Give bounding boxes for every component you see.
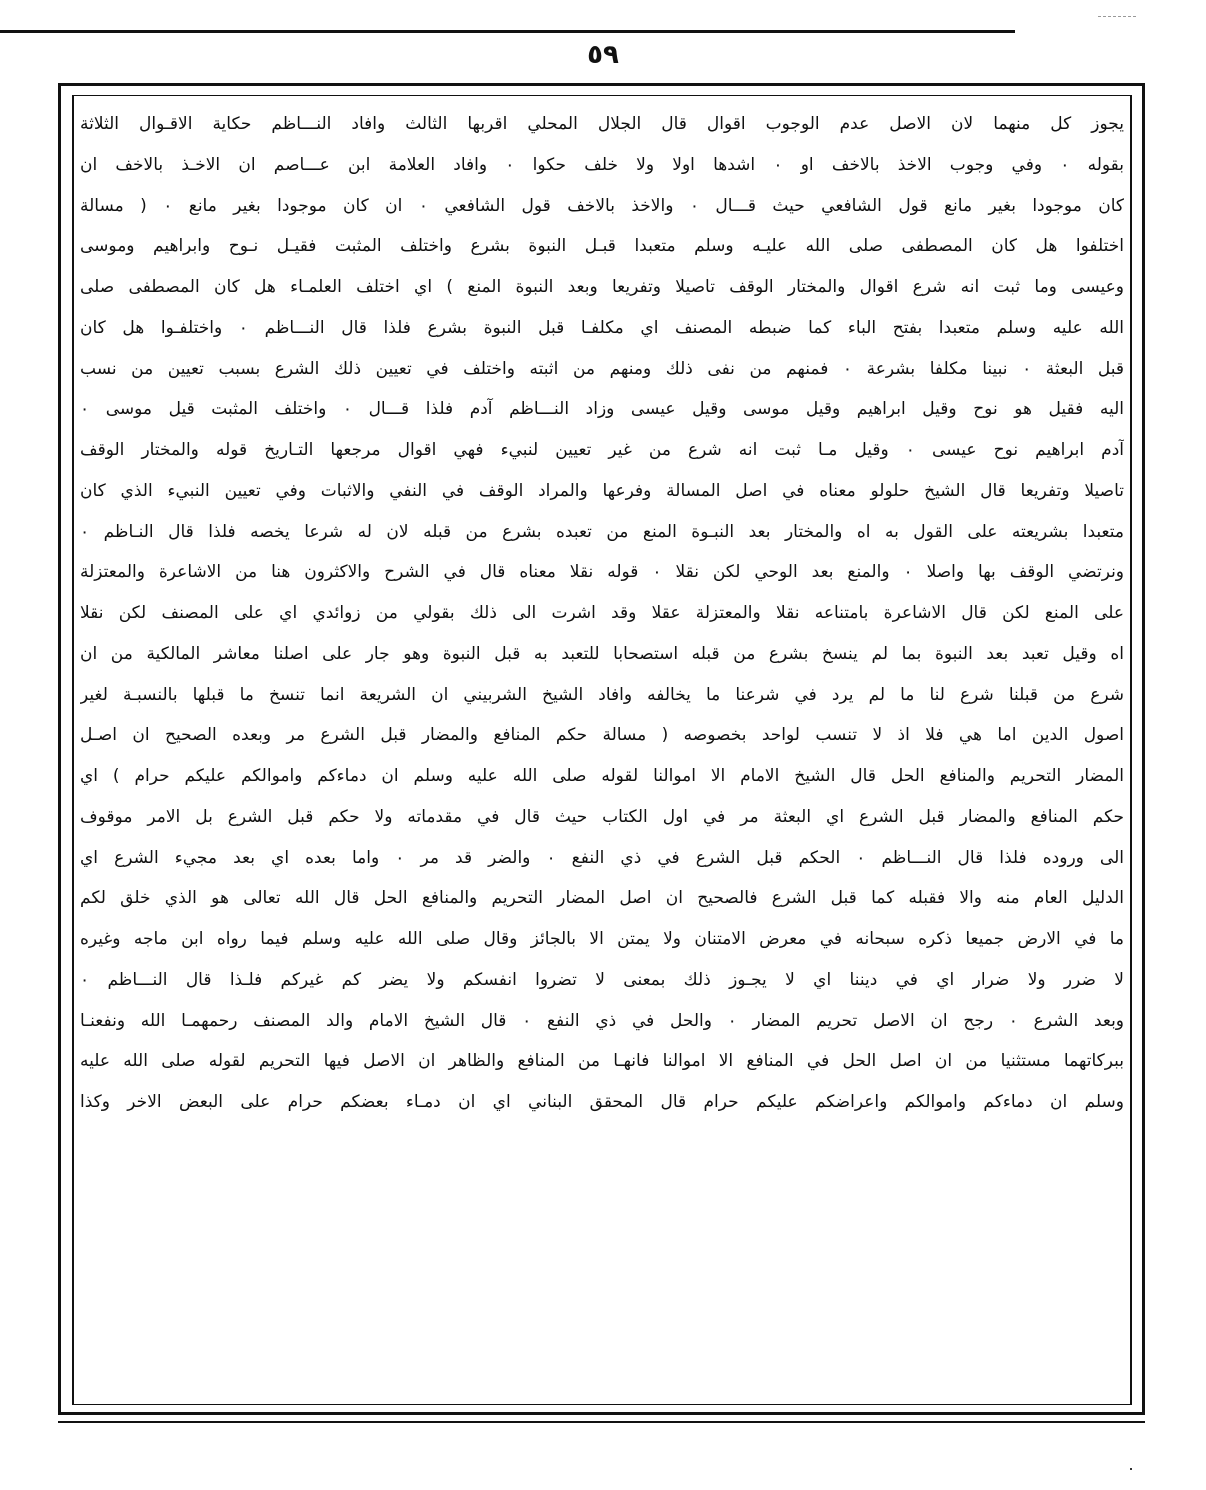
text-line: وبعد الشرع ٠ رجح ان الاصل تحريم المضار ٠ والحل في ذي النفع ٠ قال الشيخ الامام والد المصنف رحمهمـا الله ونفعنـا bbox=[80, 1010, 1124, 1031]
scan-speck bbox=[1130, 1468, 1132, 1470]
page-number: ٥٩ bbox=[587, 40, 619, 70]
corner-mark bbox=[1098, 16, 1136, 17]
top-rule bbox=[0, 30, 1015, 33]
text-line: متعبدا بشريعته على القول به اه والمختار بعد النبـوة المنع من تعبده بشرع من قبله لان له شرعا يخصه فلذا قال النـاظم ٠ bbox=[80, 521, 1124, 542]
text-line: ونرتضي الوقف بها واصلا ٠ والمنع بعد الوحي لكن نقلا ٠ قوله نقلا معناه قال في الشرح والاكثرون هنا من الاشاعرة والمعتزلة bbox=[80, 562, 1124, 583]
text-line: اليه فقيل هو نوح وقيل ابراهيم وقيل موسى وقيل عيسى وزاد النـــاظم آدم فلذا قـــال ٠ واختلف المثبت قيل موسى ٠ bbox=[80, 399, 1124, 420]
text-line: الدليل العام منه والا فقبله كما قبل الشرع فالصحيح ان اصل المضار التحريم والمنافع الحل قال الله تعالى هو الذي خلق لكم bbox=[80, 888, 1124, 909]
text-line: الى وروده فلذا قال النـــاظم ٠ الحكم قبل الشرع في ذي النفع ٠ والضر قد مر ٠ واما بعده اي بعد مجيء الشرع اي bbox=[80, 847, 1124, 868]
text-line: وسلم ان دماءكم واموالكم واعراضكم عليكم حرام قال المحقق البناني اي ان دمـاء بعضكم حرام على البعض الاخر وكذا bbox=[80, 1092, 1124, 1112]
text-line: كان موجودا بغير مانع قول الشافعي حيث قـــال ٠ والاخذ بالاخف قول الشافعي ٠ ان كان موجودا بغير مانع ٠ ( مسالة bbox=[80, 195, 1124, 216]
text-line: ببركاتهما مستثنيا من ان اصل الحل في المنافع الا اموالنا فانهـا من المنافع والظاهر ان الاصل فيها التحريم لقوله صلى الله عليه bbox=[80, 1051, 1124, 1072]
text-line: على المنع لكن قال الاشاعرة بامتناعه نقلا والمعتزلة عقلا وقد اشرت الى ذلك بقولي من زوائدي اي على المصنف لكن نقلا bbox=[80, 603, 1124, 623]
text-line: شرع من قبلنا شرع لنا ما لم يرد في شرعنا ما يخالفه وافاد الشيخ الشربيني ان الشريعة انما تنسخ ما قبلها بالنسبـة لغير bbox=[80, 684, 1124, 705]
text-line: قبل البعثة ٠ نبينا مكلفا بشرعة ٠ فمنهم من نفى ذلك ومنهم من اثبته واختلف في تعيين ذلك الشرع بسبب تعيين من نسب bbox=[80, 358, 1124, 379]
frame-bottom-rule bbox=[58, 1421, 1145, 1423]
text-line: وعيسى وما ثبت انه شرع اقوال والمختار الوقف تاصيلا وتفريعا وبعد النبوة المنع ) اي اختلف العلمـاء هل كان المصطفى صلى bbox=[80, 277, 1124, 297]
text-line: لا ضرر ولا ضرار اي في ديننا اي لا يجـوز ذلك بمعنى لا تضروا انفسكم ولا يضر كم غيركم فلـذا قال النـــاظم ٠ bbox=[80, 969, 1124, 990]
text-line: تاصيلا وتفريعا قال الشيخ حلولو معناه في اصل المسالة وفرعها والمراد الوقف في النفي والاثبات وفي تعيين النبيء الذي كان bbox=[80, 480, 1124, 501]
text-line: آدم ابراهيم نوح عيسى ٠ وقيل مـا ثبت انه شرع من غير تعيين لنبيء فهي اقوال مرجعها التـاريخ قوله والمختار الوقف bbox=[80, 440, 1124, 460]
text-line: ما في الارض جميعا ذكره سبحانه في معرض الامتنان ولا يمتن الا بالجائز وقال صلى الله عليه وسلم فيما رواه ابن ماجه وغيره bbox=[80, 929, 1124, 949]
text-line: حكم المنافع والمضار قبل الشرع اي البعثة مر في اول الكتاب حيث قال في مقدماته ولا حكم قبل الشرع بل الامر موقوف bbox=[80, 806, 1124, 827]
text-line: اصول الدين اما هي فلا اذ لا تنسب لواحد بخصوصه ( مسالة حكم المنافع والمضار قبل الشرع مر وبعده الصحيح ان اصـل bbox=[80, 725, 1124, 746]
text-line: الله عليه وسلم متعبدا بفتح الباء كما ضبطه المصنف اي مكلفـا قبل النبوة بشرع فلذا قال النـــاظم ٠ واختلفـوا هل كان bbox=[80, 317, 1124, 338]
text-line: يجوز كل منهما لان الاصل عدم الوجوب اقوال قال الجلال المحلي اقربها الثالث وافاد النـــاظم حكاية الاقـوال الثلاثة bbox=[80, 114, 1124, 134]
text-line: اه وقيل تعبد بعد النبوة بما لم ينسخ بشرع من قبله استصحابا للتعبد به قبل النبوة وهو جار على اصلنا معاشر المالكية من ان bbox=[80, 643, 1124, 664]
text-line: بقوله ٠ وفي وجوب الاخذ بالاخف او ٠ اشدها اولا ولا خلف حكوا ٠ وافاد العلامة ابن عـــاصم ان الاخـذ بالاخف ان bbox=[80, 154, 1124, 175]
text-body bbox=[80, 104, 1124, 1123]
text-line: المضار التحريم والمنافع الحل قال الشيخ الامام الا اموالنا لقوله صلى الله عليه وسلم ان دماءكم واموالكم عليكم حرام ) اي bbox=[80, 766, 1124, 786]
text-line: اختلفوا هل كان المصطفى صلى الله عليـه وسلم متعبدا قبـل النبوة بشرع واختلف المثبت فقيـل نـوح وابراهيم وموسى bbox=[80, 236, 1124, 257]
